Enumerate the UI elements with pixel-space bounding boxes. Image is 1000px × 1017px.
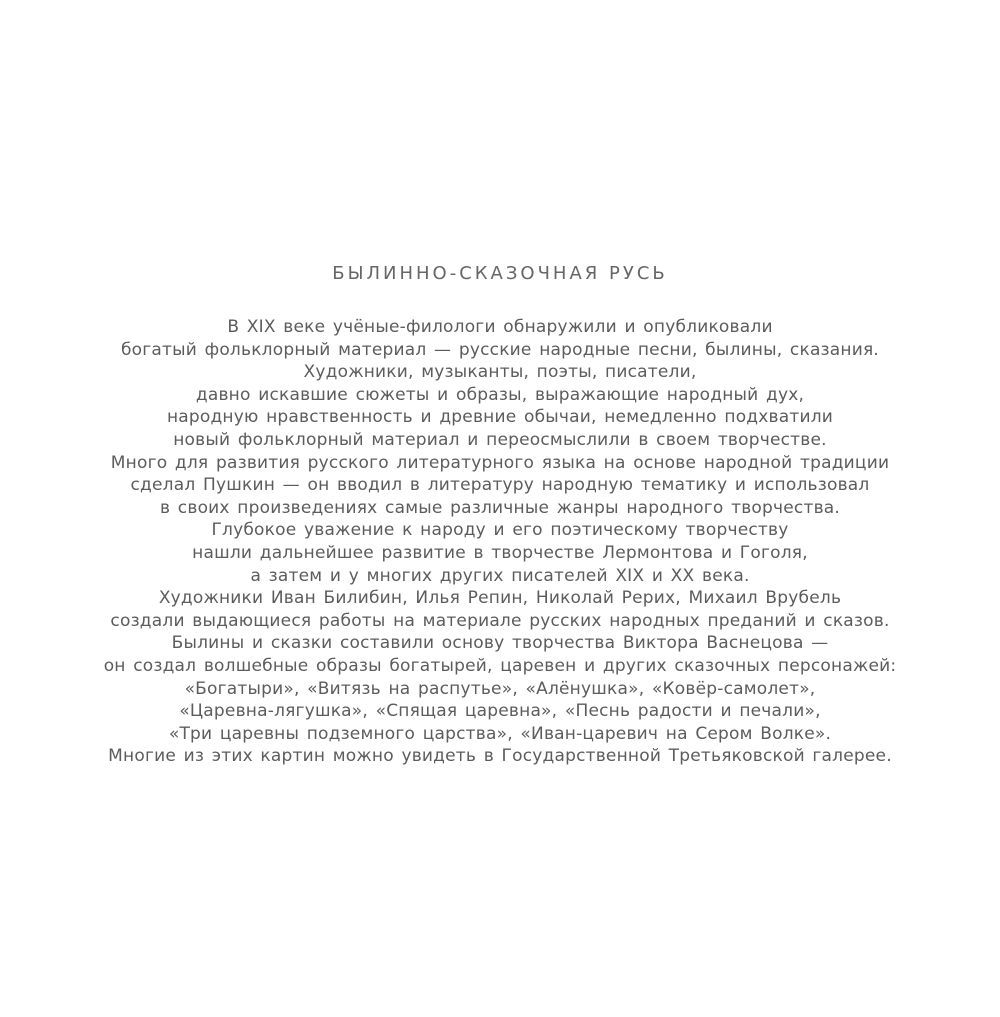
text-line: Многие из этих картин можно увидеть в Государственной Третьяковской галерее.	[108, 746, 892, 767]
text-line: давно искавшие сюжеты и образы, выражающие народный дух,	[195, 384, 805, 405]
text-line: «Три царевны подземного царства», «Иван-царевич на Сером Волке».	[168, 723, 832, 744]
text-line: он создал волшебные образы богатырей, царевен и других сказочных персонажей:	[103, 655, 897, 676]
text-line: сделал Пушкин — он вводил в литературу народную тематику и использовал	[130, 475, 870, 496]
text-line: богатый фольклорный материал — русские народные песни, былины, сказания.	[120, 339, 880, 360]
page-title: БЫЛИННО-СКАЗОЧНАЯ РУСЬ	[332, 263, 668, 284]
text-line: В XIX веке учёные-филологи обнаружили и опубликовали	[227, 317, 773, 337]
text-line: Много для развития русского литературного языка на основе народной традиции	[110, 452, 890, 473]
text-line: Художники Иван Билибин, Илья Репин, Николай Рерих, Михаил Врубель	[158, 588, 842, 609]
text-line: а затем и у многих других писателей XIX и XX века.	[250, 565, 750, 586]
text-line: в своих произведениях самые различные жанры народного творчества.	[159, 497, 841, 518]
text-line: Глубокое уважение к народу и его поэтическому творчеству	[211, 520, 789, 541]
text-line: создали выдающиеся работы на материале русских народных преданий и сказов.	[110, 610, 890, 631]
text-line: нашли дальнейшее развитие в творчестве Лермонтова и Гоголя,	[192, 542, 808, 563]
text-line: Художники, музыканты, поэты, писатели,	[303, 362, 697, 383]
text-line: «Богатыри», «Витязь на распутье», «Алёнушка», «Ковёр-самолет»,	[184, 678, 816, 699]
text-line: новый фольклорный материал и переосмыслили в своем творчестве.	[173, 429, 827, 450]
body-text	[0, 316, 1000, 768]
text-line: Былины и сказки составили основу творчества Виктора Васнецова —	[171, 633, 829, 654]
text-line: народную нравственность и древние обычаи, немедленно подхватили	[166, 407, 834, 428]
text-line: «Царевна-лягушка», «Спящая царевна», «Песнь радости и печали»,	[179, 701, 821, 722]
